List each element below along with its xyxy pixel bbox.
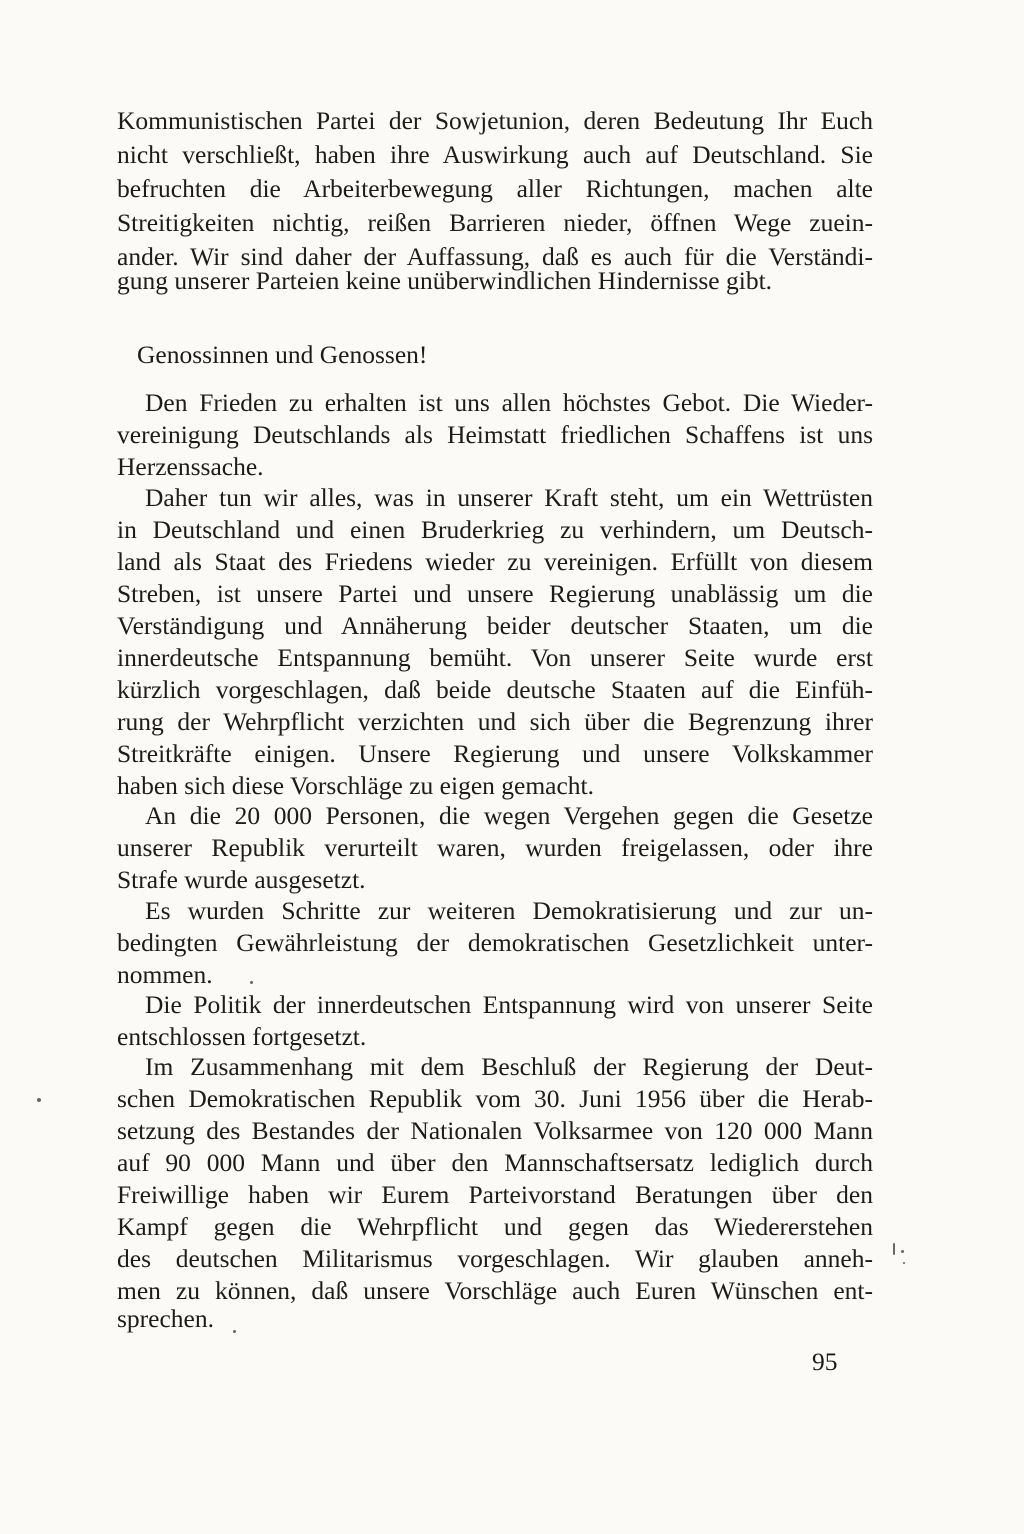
text-line: Verständigung und Annäherung beider deutscher Staaten, um die bbox=[117, 611, 873, 640]
text-line: des deutschen Militarismus vorgeschlagen. Wir glauben anneh- bbox=[117, 1244, 873, 1273]
text-line: vereinigung Deutschlands als Heimstatt friedlichen Schaffens ist uns bbox=[117, 420, 873, 449]
text-line: haben sich diese Vorschläge zu eigen gemacht. bbox=[117, 771, 595, 800]
text-line: unserer Republik verurteilt waren, wurden freigelassen, oder ihre bbox=[117, 833, 873, 862]
scan-speck bbox=[893, 1243, 895, 1255]
text-line: setzung des Bestandes der Nationalen Volksarmee von 120 000 Mann bbox=[117, 1116, 873, 1145]
text-line: kürzlich vorgeschlagen, daß beide deutsche Staaten auf die Einfüh- bbox=[117, 675, 873, 704]
text-line: Kampf gegen die Wehrpflicht und gegen das Wiedererstehen bbox=[117, 1212, 873, 1241]
salutation: Genossinnen und Genossen! bbox=[137, 340, 428, 369]
text-line: bedingten Gewährleistung der demokratischen Gesetzlichkeit unter- bbox=[117, 928, 873, 957]
text-line: Strafe wurde ausgesetzt. bbox=[117, 865, 366, 894]
text-line: An die 20 000 Personen, die wegen Vergehen gegen die Gesetze bbox=[145, 801, 873, 830]
scan-speck bbox=[903, 1262, 905, 1264]
text-line: ander. Wir sind daher der Auffassung, daß es auch für die Verständi- bbox=[117, 242, 873, 271]
text-line: land als Staat des Friedens wieder zu vereinigen. Erfüllt von diesem bbox=[117, 547, 873, 576]
text-line: gung unserer Parteien keine unüberwindlichen Hindernisse gibt. bbox=[117, 266, 773, 295]
text-line: sprechen. bbox=[117, 1304, 214, 1333]
text-line: rung der Wehrpflicht verzichten und sich über die Begrenzung ihrer bbox=[117, 707, 873, 736]
text-line: nommen. bbox=[117, 960, 213, 989]
text-line: Herzenssache. bbox=[117, 452, 264, 481]
text-line: Freiwillige haben wir Eurem Parteivorstand Beratungen über den bbox=[117, 1180, 873, 1209]
text-line: Kommunistischen Partei der Sowjetunion, deren Bedeutung Ihr Euch bbox=[117, 106, 873, 135]
text-line: auf 90 000 Mann und über den Mannschaftsersatz lediglich durch bbox=[117, 1148, 873, 1177]
scan-speck bbox=[233, 1330, 236, 1333]
text-line: befruchten die Arbeiterbewegung aller Richtungen, machen alte bbox=[117, 174, 873, 203]
text-line: men zu können, daß unsere Vorschläge auch Euren Wünschen ent- bbox=[117, 1276, 873, 1305]
text-line: Die Politik der innerdeutschen Entspannung wird von unserer Seite bbox=[145, 990, 873, 1019]
scan-speck bbox=[250, 981, 253, 984]
scan-speck bbox=[901, 1250, 904, 1253]
text-line: in Deutschland und einen Bruderkrieg zu verhindern, um Deutsch- bbox=[117, 515, 873, 544]
text-line: innerdeutsche Entspannung bemüht. Von unserer Seite wurde erst bbox=[117, 643, 873, 672]
text-line: Daher tun wir alles, was in unserer Kraft steht, um ein Wettrüsten bbox=[145, 483, 873, 512]
text-line: Streitigkeiten nichtig, reißen Barrieren nieder, öffnen Wege zuein- bbox=[117, 208, 873, 237]
text-line: nicht verschließt, haben ihre Auswirkung auch auf Deutschland. Sie bbox=[117, 140, 873, 169]
page-number: 95 bbox=[812, 1347, 838, 1376]
text-line: Den Frieden zu erhalten ist uns allen höchstes Gebot. Die Wieder- bbox=[145, 388, 873, 417]
text-line: schen Demokratischen Republik vom 30. Juni 1956 über die Herab- bbox=[117, 1084, 873, 1113]
text-line: Im Zusammenhang mit dem Beschluß der Regierung der Deut- bbox=[145, 1052, 873, 1081]
text-line: entschlossen fortgesetzt. bbox=[117, 1022, 367, 1051]
text-line: Streben, ist unsere Partei und unsere Regierung unablässig um die bbox=[117, 579, 873, 608]
text-line: Streitkräfte einigen. Unsere Regierung und unsere Volkskammer bbox=[117, 739, 873, 768]
scan-speck bbox=[37, 1098, 41, 1102]
text-line: Es wurden Schritte zur weiteren Demokratisierung und zur un- bbox=[145, 896, 873, 925]
